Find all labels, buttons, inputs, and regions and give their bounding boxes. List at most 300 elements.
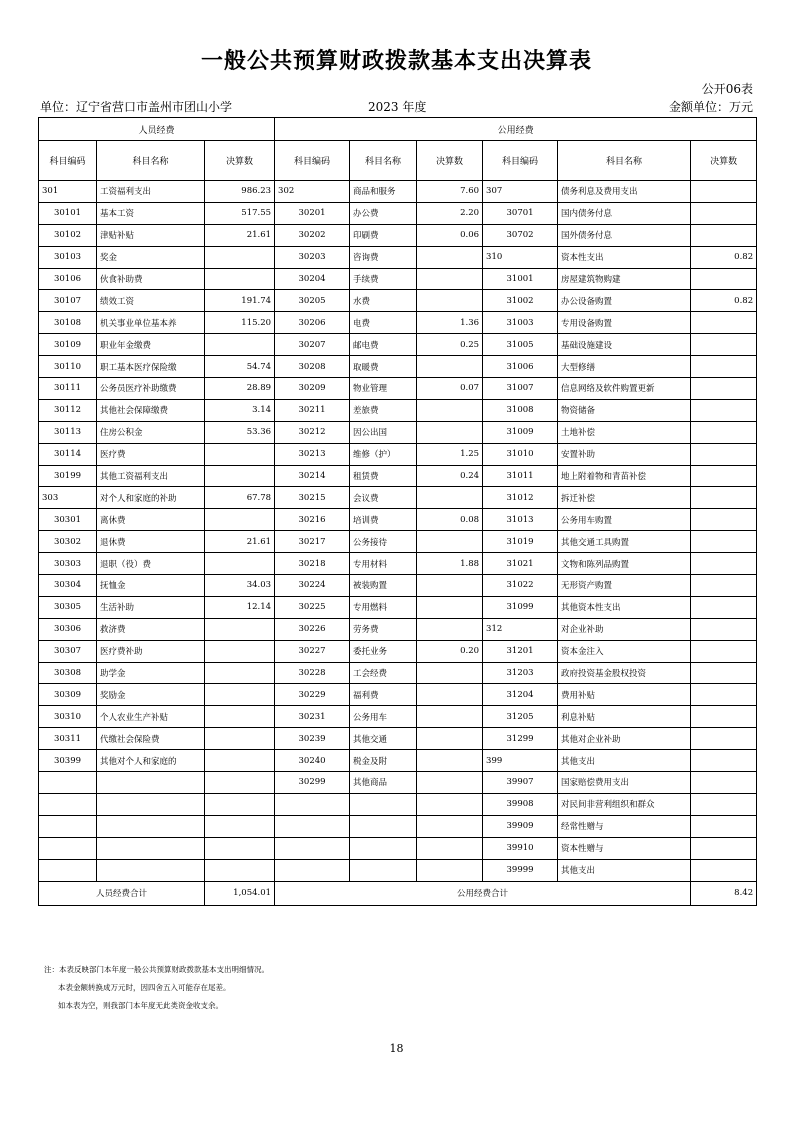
- personnel-name: [97, 859, 205, 881]
- other-name: 专用设备购置: [558, 312, 691, 334]
- other-code: 31201: [483, 640, 558, 662]
- other-name: 物资储备: [558, 399, 691, 421]
- other-code: 31008: [483, 399, 558, 421]
- personnel-code: 30114: [39, 443, 97, 465]
- other-name: 其他交通工具购置: [558, 531, 691, 553]
- public-amount: [417, 750, 483, 772]
- personnel-name: [97, 793, 205, 815]
- public-code: 30212: [275, 421, 350, 443]
- table-row: [39, 246, 757, 268]
- public-code: 30239: [275, 728, 350, 750]
- table-row: [39, 487, 757, 509]
- other-amount: [691, 684, 757, 706]
- personnel-code: 303: [39, 487, 97, 509]
- other-amount: [691, 596, 757, 618]
- personnel-name: 公务员医疗补助缴费: [97, 378, 205, 400]
- column-header-row: [39, 141, 757, 181]
- other-amount: [691, 575, 757, 597]
- public-amount: [417, 531, 483, 553]
- public-name: 工会经费: [350, 662, 417, 684]
- public-code: 30228: [275, 662, 350, 684]
- table-row: [39, 837, 757, 859]
- col-header: 科目名称: [558, 141, 691, 181]
- public-amount: 0.24: [417, 465, 483, 487]
- public-amount: [417, 706, 483, 728]
- personnel-name: 住房公积金: [97, 421, 205, 443]
- other-code: 31006: [483, 356, 558, 378]
- personnel-amount: [205, 772, 275, 794]
- personnel-name: 医疗费补助: [97, 640, 205, 662]
- public-code: 30202: [275, 224, 350, 246]
- other-name: 拆迁补偿: [558, 487, 691, 509]
- table-row: [39, 531, 757, 553]
- personnel-amount: [205, 334, 275, 356]
- personnel-amount: 21.61: [205, 531, 275, 553]
- personnel-amount: [205, 268, 275, 290]
- other-name: 资本性支出: [558, 246, 691, 268]
- other-code: 39909: [483, 815, 558, 837]
- other-name: 对民间非营利组织和群众: [558, 793, 691, 815]
- public-name: 电费: [350, 312, 417, 334]
- table-row: [39, 202, 757, 224]
- note-line: 注：本表反映部门本年度一般公共预算财政拨款基本支出明细情况。: [44, 965, 269, 974]
- table-row: [39, 465, 757, 487]
- totals-row: [39, 881, 757, 905]
- personnel-code: 30311: [39, 728, 97, 750]
- other-code: 39907: [483, 772, 558, 794]
- other-code: 31299: [483, 728, 558, 750]
- public-name: 专用材料: [350, 553, 417, 575]
- public-code: 30299: [275, 772, 350, 794]
- other-amount: [691, 356, 757, 378]
- public-code: 30207: [275, 334, 350, 356]
- public-code: 30209: [275, 378, 350, 400]
- personnel-name: 救济费: [97, 618, 205, 640]
- other-code: 31205: [483, 706, 558, 728]
- personnel-name: 生活补助: [97, 596, 205, 618]
- public-code: [275, 837, 350, 859]
- other-code: 31203: [483, 662, 558, 684]
- other-code: 30701: [483, 202, 558, 224]
- other-name: 政府投资基金股权投资: [558, 662, 691, 684]
- public-code: 30216: [275, 509, 350, 531]
- public-name: 培训费: [350, 509, 417, 531]
- personnel-name: [97, 815, 205, 837]
- public-amount: 0.20: [417, 640, 483, 662]
- personnel-code: 30304: [39, 575, 97, 597]
- personnel-code: 30101: [39, 202, 97, 224]
- personnel-code: 30109: [39, 334, 97, 356]
- personnel-amount: 3.14: [205, 399, 275, 421]
- other-amount: [691, 728, 757, 750]
- table-row: [39, 443, 757, 465]
- public-name: [350, 859, 417, 881]
- public-amount: 7.60: [417, 181, 483, 203]
- other-name: 信息网络及软件购置更新: [558, 378, 691, 400]
- personnel-amount: [205, 443, 275, 465]
- other-code: 39908: [483, 793, 558, 815]
- public-code: 30231: [275, 706, 350, 728]
- public-name: 劳务费: [350, 618, 417, 640]
- table-row: [39, 750, 757, 772]
- other-code: 31021: [483, 553, 558, 575]
- table-row: [39, 312, 757, 334]
- personnel-code: 30111: [39, 378, 97, 400]
- other-name: 费用补贴: [558, 684, 691, 706]
- public-code: 30229: [275, 684, 350, 706]
- year-label: 2023 年度: [368, 100, 427, 114]
- unit-label: 单位：辽宁省营口市盖州市团山小学: [40, 100, 233, 114]
- col-header: 科目编码: [483, 141, 558, 181]
- personnel-total-value: 1,054.01: [205, 881, 275, 905]
- other-amount: [691, 859, 757, 881]
- table-row: [39, 509, 757, 531]
- other-code: 312: [483, 618, 558, 640]
- other-name: 资本金注入: [558, 640, 691, 662]
- other-amount: [691, 750, 757, 772]
- other-code: 31001: [483, 268, 558, 290]
- public-amount: [417, 487, 483, 509]
- public-amount: [417, 815, 483, 837]
- page-number: 18: [389, 1042, 404, 1055]
- public-amount: 1.88: [417, 553, 483, 575]
- table-row: [39, 181, 757, 203]
- personnel-total-label: 人员经费合计: [39, 881, 205, 905]
- public-code: 30214: [275, 465, 350, 487]
- other-code: 31007: [483, 378, 558, 400]
- other-amount: [691, 793, 757, 815]
- group-personnel: 人员经费: [39, 118, 275, 141]
- public-name: 手续费: [350, 268, 417, 290]
- personnel-name: 其他工资福利支出: [97, 465, 205, 487]
- personnel-name: 其他对个人和家庭的: [97, 750, 205, 772]
- public-name: 公务接待: [350, 531, 417, 553]
- public-total-value: 8.42: [691, 881, 757, 905]
- public-code: 30204: [275, 268, 350, 290]
- other-name: 基础设施建设: [558, 334, 691, 356]
- public-amount: 0.25: [417, 334, 483, 356]
- personnel-code: 30303: [39, 553, 97, 575]
- other-amount: [691, 640, 757, 662]
- other-amount: [691, 772, 757, 794]
- personnel-code: 30306: [39, 618, 97, 640]
- other-amount: [691, 224, 757, 246]
- other-amount: [691, 662, 757, 684]
- other-amount: [691, 202, 757, 224]
- col-header: 决算数: [417, 141, 483, 181]
- col-header: 科目名称: [97, 141, 205, 181]
- public-name: 维修（护）: [350, 443, 417, 465]
- other-amount: [691, 443, 757, 465]
- public-code: 30226: [275, 618, 350, 640]
- other-code: 31013: [483, 509, 558, 531]
- table-row: [39, 793, 757, 815]
- other-amount: [691, 487, 757, 509]
- table-row: [39, 596, 757, 618]
- table-row: [39, 859, 757, 881]
- personnel-name: 退职（役）费: [97, 553, 205, 575]
- personnel-code: 30112: [39, 399, 97, 421]
- public-name: 租赁费: [350, 465, 417, 487]
- personnel-amount: 34.03: [205, 575, 275, 597]
- personnel-amount: 67.78: [205, 487, 275, 509]
- personnel-name: 离休费: [97, 509, 205, 531]
- personnel-name: 津贴补贴: [97, 224, 205, 246]
- public-total-label: 公用经费合计: [275, 881, 691, 905]
- personnel-name: 其他社会保障缴费: [97, 399, 205, 421]
- notes: [44, 961, 269, 1015]
- personnel-amount: [205, 837, 275, 859]
- personnel-name: [97, 772, 205, 794]
- table-row: [39, 356, 757, 378]
- public-code: 302: [275, 181, 350, 203]
- public-name: 税金及附: [350, 750, 417, 772]
- personnel-code: 30113: [39, 421, 97, 443]
- public-name: 水费: [350, 290, 417, 312]
- personnel-name: 基本工资: [97, 202, 205, 224]
- public-name: [350, 837, 417, 859]
- public-code: 30240: [275, 750, 350, 772]
- public-amount: 0.06: [417, 224, 483, 246]
- personnel-amount: [205, 465, 275, 487]
- col-header: 科目编码: [39, 141, 97, 181]
- public-amount: [417, 268, 483, 290]
- personnel-code: 30305: [39, 596, 97, 618]
- table-row: [39, 640, 757, 662]
- personnel-amount: [205, 750, 275, 772]
- personnel-name: 机关事业单位基本养: [97, 312, 205, 334]
- public-amount: 0.08: [417, 509, 483, 531]
- personnel-amount: [205, 246, 275, 268]
- public-name: 福利费: [350, 684, 417, 706]
- other-amount: [691, 399, 757, 421]
- other-code: 31009: [483, 421, 558, 443]
- public-code: 30203: [275, 246, 350, 268]
- personnel-code: 30302: [39, 531, 97, 553]
- personnel-name: 奖励金: [97, 684, 205, 706]
- other-name: 国内债务付息: [558, 202, 691, 224]
- other-code: 31010: [483, 443, 558, 465]
- other-code: 307: [483, 181, 558, 203]
- personnel-amount: 21.61: [205, 224, 275, 246]
- other-code: 30702: [483, 224, 558, 246]
- public-code: 30218: [275, 553, 350, 575]
- public-amount: [417, 356, 483, 378]
- public-amount: [417, 618, 483, 640]
- public-name: 邮电费: [350, 334, 417, 356]
- table-row: [39, 706, 757, 728]
- personnel-name: 职工基本医疗保险缴: [97, 356, 205, 378]
- other-code: 310: [483, 246, 558, 268]
- table-row: [39, 334, 757, 356]
- public-name: 其他商品: [350, 772, 417, 794]
- public-code: 30227: [275, 640, 350, 662]
- public-amount: [417, 684, 483, 706]
- public-name: [350, 815, 417, 837]
- public-name: 商品和服务: [350, 181, 417, 203]
- personnel-name: 抚恤金: [97, 575, 205, 597]
- other-name: 土地补偿: [558, 421, 691, 443]
- personnel-amount: [205, 618, 275, 640]
- public-name: 公务用车: [350, 706, 417, 728]
- table-row: [39, 728, 757, 750]
- personnel-name: 退休费: [97, 531, 205, 553]
- other-amount: [691, 378, 757, 400]
- personnel-code: 30309: [39, 684, 97, 706]
- personnel-amount: 28.89: [205, 378, 275, 400]
- public-name: 其他交通: [350, 728, 417, 750]
- other-code: 31002: [483, 290, 558, 312]
- personnel-amount: [205, 793, 275, 815]
- personnel-name: [97, 837, 205, 859]
- other-code: 31022: [483, 575, 558, 597]
- personnel-amount: [205, 684, 275, 706]
- public-code: 30224: [275, 575, 350, 597]
- group-public: 公用经费: [275, 118, 757, 141]
- personnel-name: 个人农业生产补贴: [97, 706, 205, 728]
- table-row: [39, 553, 757, 575]
- group-header-row: [39, 118, 757, 141]
- other-name: 债务利息及费用支出: [558, 181, 691, 203]
- public-amount: [417, 859, 483, 881]
- public-amount: [417, 421, 483, 443]
- table-row: [39, 399, 757, 421]
- other-name: 对企业补助: [558, 618, 691, 640]
- other-name: 其他资本性支出: [558, 596, 691, 618]
- personnel-name: 助学金: [97, 662, 205, 684]
- public-code: 30215: [275, 487, 350, 509]
- personnel-name: 伙食补助费: [97, 268, 205, 290]
- personnel-code: 30110: [39, 356, 97, 378]
- other-code: 31099: [483, 596, 558, 618]
- personnel-amount: 54.74: [205, 356, 275, 378]
- col-header: 科目名称: [350, 141, 417, 181]
- public-name: 被装购置: [350, 575, 417, 597]
- table-row: [39, 378, 757, 400]
- table-row: [39, 268, 757, 290]
- other-name: 经常性赠与: [558, 815, 691, 837]
- public-code: 30201: [275, 202, 350, 224]
- other-code: 31011: [483, 465, 558, 487]
- personnel-code: 30310: [39, 706, 97, 728]
- public-code: 30205: [275, 290, 350, 312]
- other-amount: [691, 706, 757, 728]
- personnel-amount: 191.74: [205, 290, 275, 312]
- other-code: 39999: [483, 859, 558, 881]
- public-amount: 1.25: [417, 443, 483, 465]
- table-row: [39, 224, 757, 246]
- public-amount: [417, 596, 483, 618]
- public-name: [350, 793, 417, 815]
- other-name: 公务用车购置: [558, 509, 691, 531]
- public-code: 30213: [275, 443, 350, 465]
- public-name: 差旅费: [350, 399, 417, 421]
- personnel-code: [39, 772, 97, 794]
- other-amount: [691, 815, 757, 837]
- public-code: [275, 793, 350, 815]
- public-name: 会议费: [350, 487, 417, 509]
- other-amount: 0.82: [691, 246, 757, 268]
- other-name: 大型修缮: [558, 356, 691, 378]
- col-header: 决算数: [691, 141, 757, 181]
- other-name: 国家赔偿费用支出: [558, 772, 691, 794]
- public-amount: [417, 290, 483, 312]
- col-header: 决算数: [205, 141, 275, 181]
- personnel-amount: 12.14: [205, 596, 275, 618]
- other-name: 国外债务付息: [558, 224, 691, 246]
- public-code: 30208: [275, 356, 350, 378]
- personnel-code: [39, 793, 97, 815]
- other-name: 其他对企业补助: [558, 728, 691, 750]
- other-amount: [691, 181, 757, 203]
- other-name: 其他支出: [558, 750, 691, 772]
- personnel-amount: [205, 859, 275, 881]
- table-row: [39, 575, 757, 597]
- personnel-code: 30307: [39, 640, 97, 662]
- other-amount: [691, 465, 757, 487]
- public-code: 30225: [275, 596, 350, 618]
- public-amount: [417, 772, 483, 794]
- personnel-code: 30301: [39, 509, 97, 531]
- public-code: 30206: [275, 312, 350, 334]
- public-code: 30217: [275, 531, 350, 553]
- page-title: 一般公共预算财政拨款基本支出决算表: [200, 49, 592, 74]
- public-amount: [417, 575, 483, 597]
- other-name: 文物和陈列品购置: [558, 553, 691, 575]
- public-amount: [417, 837, 483, 859]
- amount-unit-label: 金额单位：万元: [668, 100, 753, 114]
- other-code: 31204: [483, 684, 558, 706]
- public-amount: [417, 246, 483, 268]
- personnel-code: 30106: [39, 268, 97, 290]
- expenditure-table: [38, 117, 757, 906]
- other-name: 安置补助: [558, 443, 691, 465]
- personnel-code: [39, 859, 97, 881]
- personnel-amount: [205, 815, 275, 837]
- other-code: 31005: [483, 334, 558, 356]
- table-row: [39, 815, 757, 837]
- personnel-amount: 517.55: [205, 202, 275, 224]
- public-name: 取暖费: [350, 356, 417, 378]
- public-name: 专用燃料: [350, 596, 417, 618]
- other-amount: [691, 509, 757, 531]
- table-row: [39, 618, 757, 640]
- other-code: 399: [483, 750, 558, 772]
- other-name: 地上附着物和青苗补偿: [558, 465, 691, 487]
- other-amount: [691, 618, 757, 640]
- public-code: [275, 815, 350, 837]
- personnel-code: [39, 837, 97, 859]
- personnel-code: 30399: [39, 750, 97, 772]
- public-amount: 2.20: [417, 202, 483, 224]
- personnel-amount: 986.23: [205, 181, 275, 203]
- personnel-amount: [205, 509, 275, 531]
- table-code: 公开06表: [701, 82, 753, 96]
- other-code: 39910: [483, 837, 558, 859]
- personnel-amount: [205, 706, 275, 728]
- public-amount: [417, 793, 483, 815]
- public-name: 办公费: [350, 202, 417, 224]
- public-amount: [417, 728, 483, 750]
- public-code: 30211: [275, 399, 350, 421]
- personnel-code: 30199: [39, 465, 97, 487]
- personnel-name: 奖金: [97, 246, 205, 268]
- table-row: [39, 421, 757, 443]
- note-line: 本表金额转换成万元时，因四舍五入可能存在尾差。: [58, 983, 231, 992]
- other-amount: [691, 268, 757, 290]
- other-name: 资本性赠与: [558, 837, 691, 859]
- public-name: 委托业务: [350, 640, 417, 662]
